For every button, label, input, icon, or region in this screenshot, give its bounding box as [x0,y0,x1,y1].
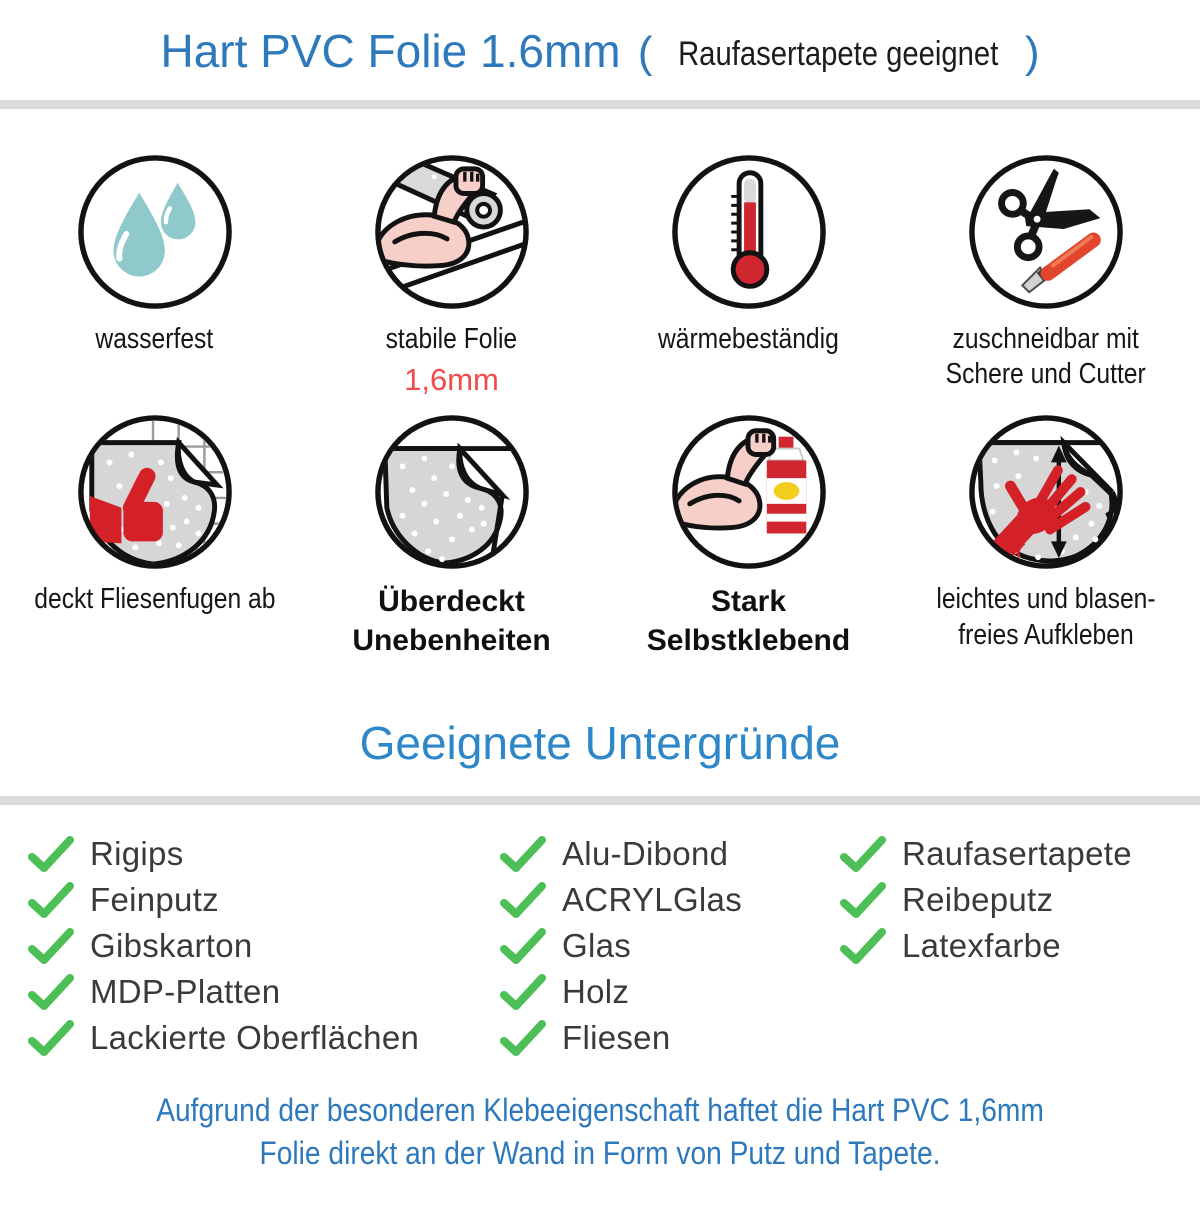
check-icon [840,928,886,964]
check-icon [500,1020,546,1056]
thickness-value: 1,6mm [404,362,499,398]
scissors-cutter-icon [967,153,1125,311]
feature-covers-unevenness [303,413,600,660]
feature-caption: wasserfest [95,323,214,355]
check-icon [28,928,74,964]
feature-caption: stabile Folie 1,6mm [374,322,529,399]
list-item: ACRYLGlas [500,877,840,923]
list-item: Raufasertapete [840,831,1200,877]
feature-heat-resistant [600,153,897,399]
list-item: Latexfarbe [840,923,1200,969]
page-title [0,24,1200,78]
title-subnote: Raufasertapete geeignet [678,35,999,73]
list-item: Holz [500,969,840,1015]
check-icon [500,836,546,872]
paren-open: ( [637,28,653,77]
list-item: Fliesen [500,1015,840,1061]
feature-caption: wärmebeständig [658,323,839,355]
features-grid [6,153,1194,660]
list-item: Alu-Dibond [500,831,840,877]
list-item: Feinputz [28,877,500,923]
footer-note [0,1089,1200,1175]
dotted-foil-fold-icon [373,413,531,571]
feature-caption: Überdeckt Unebenheiten [352,585,551,658]
feature-caption: deckt Fliesenfugen ab [33,583,276,616]
list-item: Gibskarton [28,923,500,969]
list-item: MDP-Platten [28,969,500,1015]
check-icon [28,836,74,872]
list-item: Lackierte Oberflächen [28,1015,500,1061]
paren-close: ) [1024,28,1040,77]
check-icon [500,882,546,918]
list-item: Glas [500,923,840,969]
checklist-column-2 [500,831,840,1061]
thermometer-icon [670,153,828,311]
divider [0,796,1200,805]
list-item: Rigips [28,831,500,877]
surfaces-heading: Geeignete Untergründe [359,717,841,770]
list-item: Reibeputz [840,877,1200,923]
feature-caption: leichtes und blasen- freies Aufkleben [935,583,1156,651]
feature-caption: zuschneidbar mit Schere und Cutter [945,323,1146,391]
check-icon [500,974,546,1010]
checklist-column-1 [28,831,500,1061]
feature-waterproof [6,153,303,399]
feature-bubble-free-application [897,413,1194,660]
surfaces-checklist [28,831,1200,1061]
checklist-column-3 [840,831,1200,1061]
product-title: Hart PVC Folie 1.6mm [160,25,621,77]
feature-caption: Stark Selbstklebend [646,585,851,658]
feature-stable-foil [303,153,600,399]
water-drops-icon [76,153,234,311]
hand-smoothing-foil-icon [967,413,1125,571]
divider [0,100,1200,109]
footer-line-1: Aufgrund der besonderen Klebeeigenschaft haftet die Hart PVC 1,6mm [156,1092,1044,1129]
muscle-arm-glue-tube-icon [670,413,828,571]
check-icon [500,928,546,964]
check-icon [28,1020,74,1056]
foil-covering-tiles-thumb-up-icon [76,413,234,571]
check-icon [840,836,886,872]
muscle-arm-foil-roll-icon [373,153,531,311]
check-icon [28,974,74,1010]
check-icon [28,882,74,918]
feature-covers-tile-joints [6,413,303,660]
check-icon [840,882,886,918]
feature-self-adhesive [600,413,897,660]
feature-cuttable [897,153,1194,399]
footer-line-2: Folie direkt an der Wand in Form von Putz und Tapete. [259,1135,941,1172]
